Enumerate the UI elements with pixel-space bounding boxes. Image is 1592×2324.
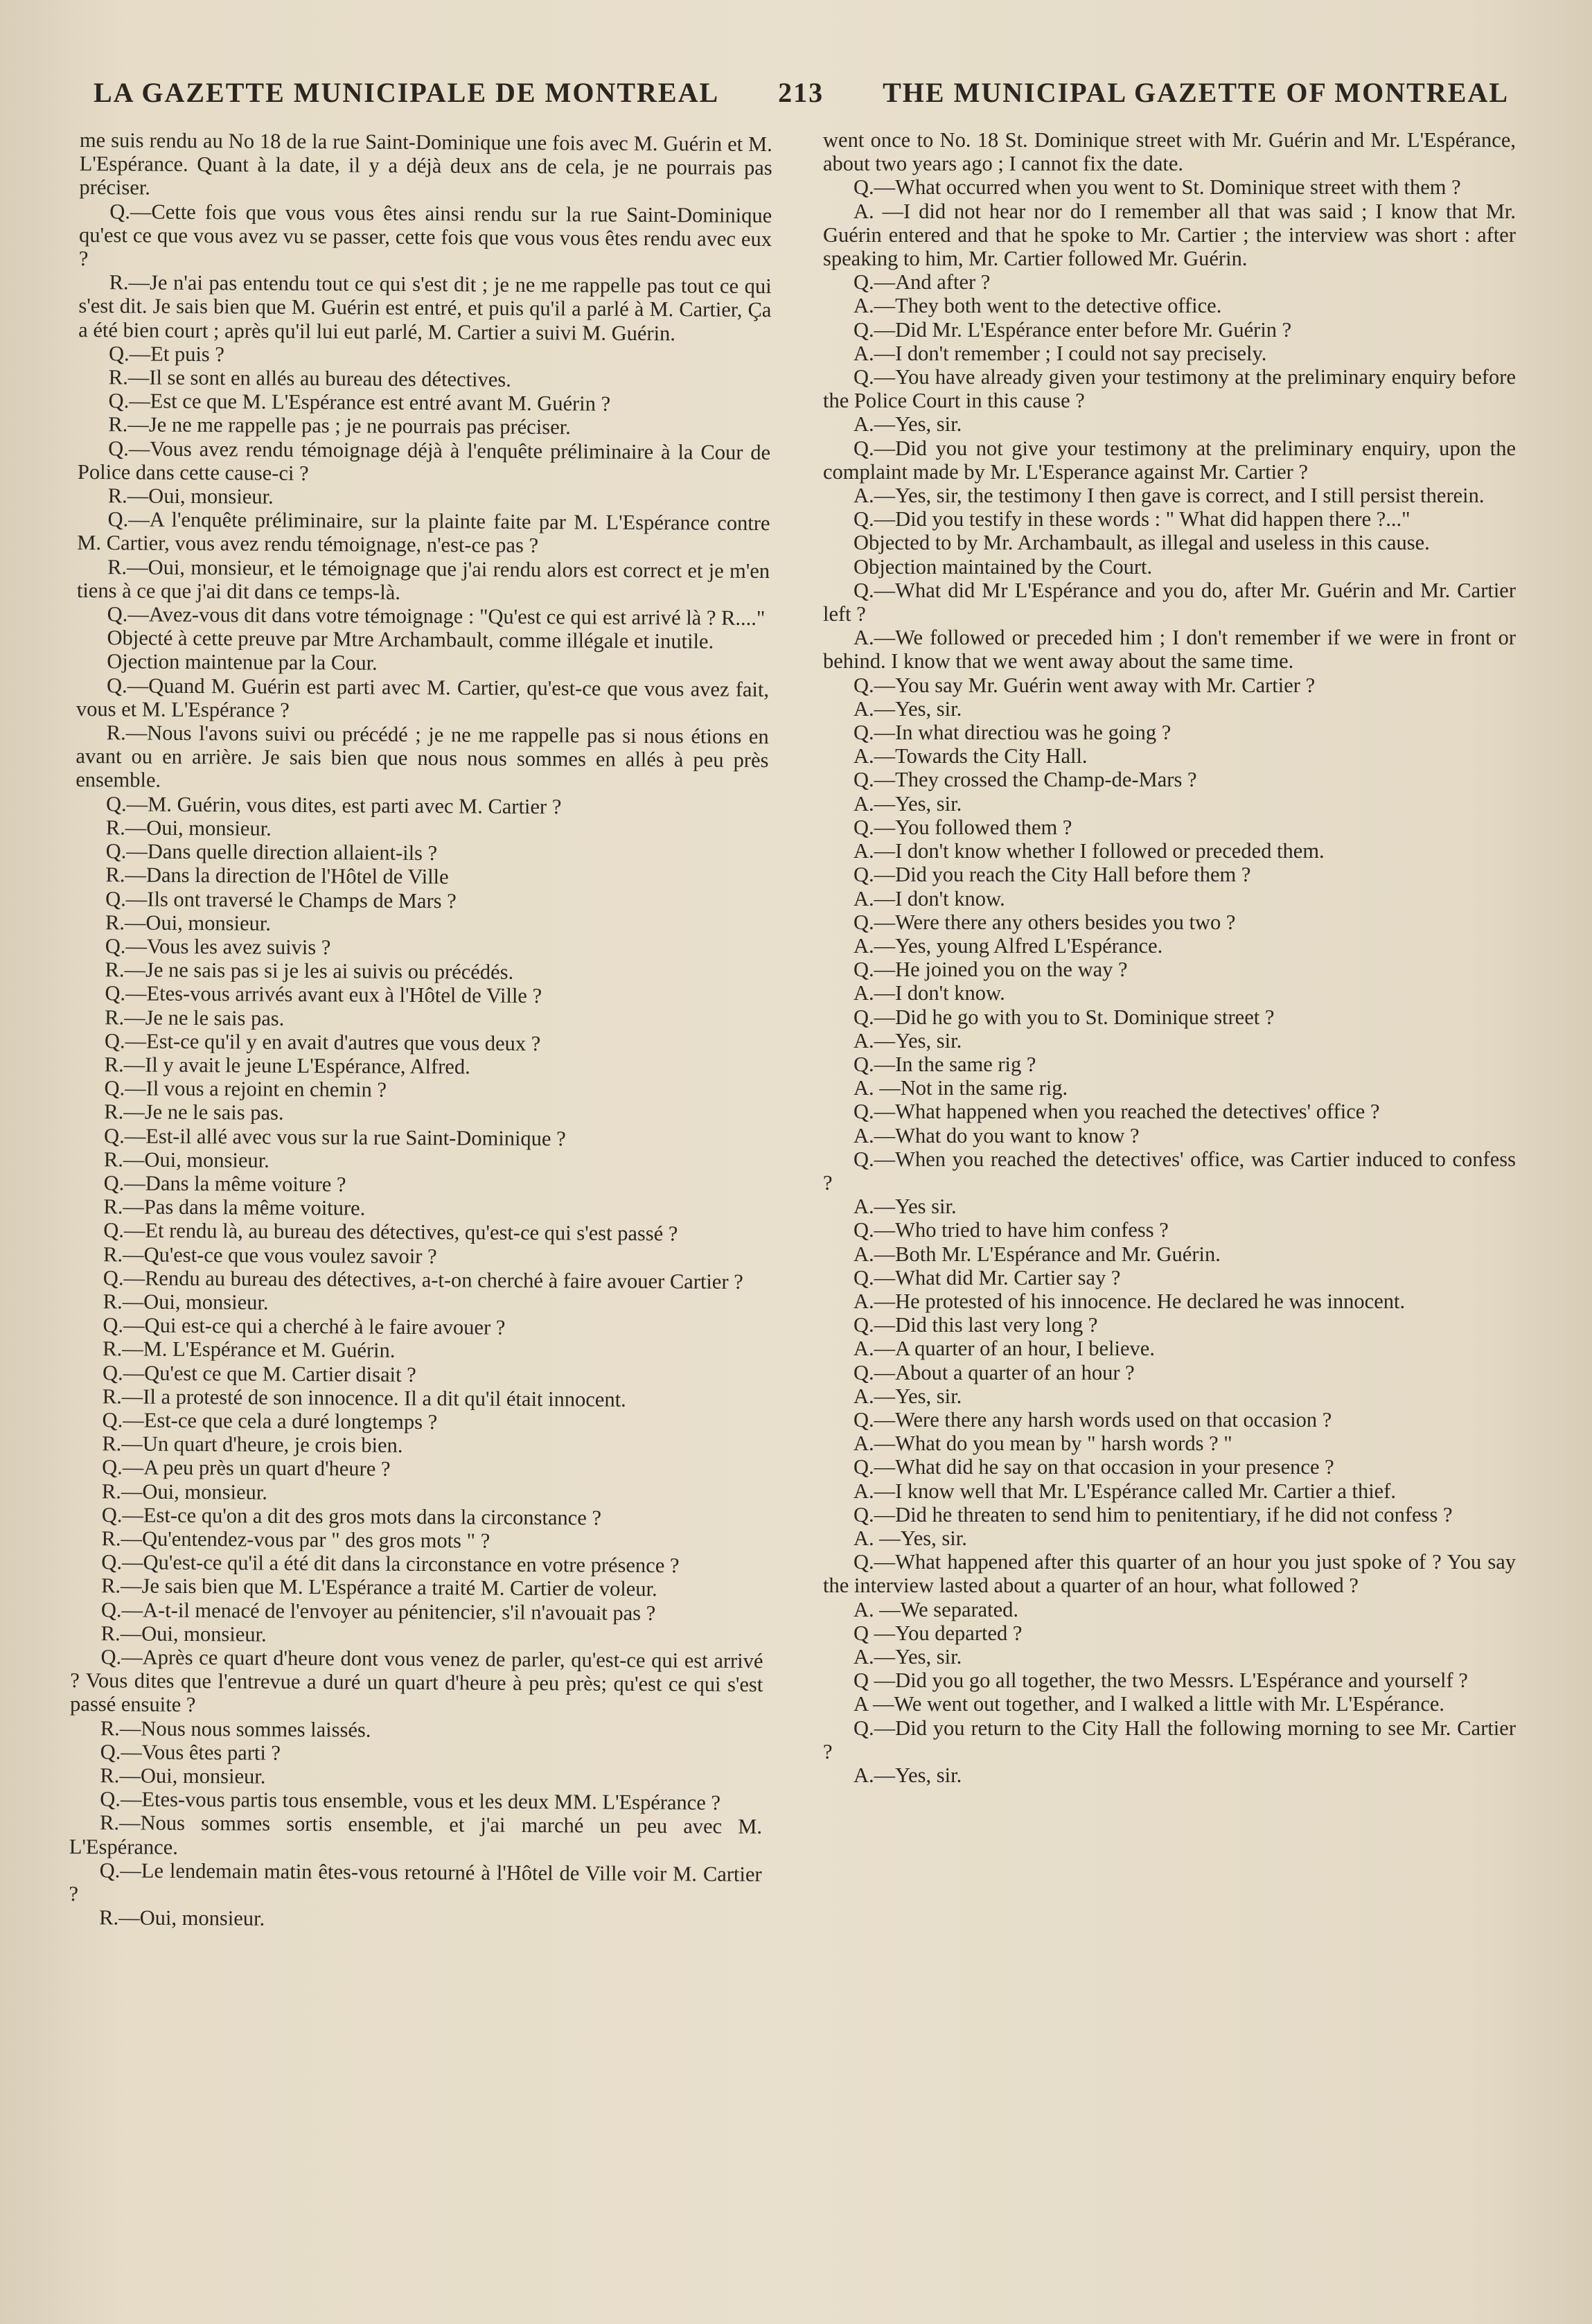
english-paragraph: Q.—Did this last very long ? <box>854 1313 1098 1337</box>
french-column <box>69 128 772 1933</box>
english-paragraph: Q.—You have already given your testimony at the preliminary enquiry before the Police Court in this cause ? <box>823 365 1516 413</box>
english-paragraph: Q.—Were there any harsh words used on that occasion ? <box>854 1407 1332 1432</box>
french-paragraph: Q.—A l'enquête préliminaire, sur la plainte faite par M. L'Espérance contre M. Cartier, vous avez rendu témoignage, n'est-ce pas ? <box>77 507 770 558</box>
french-paragraph: Q.—Est-ce que cela a duré longtemps ? <box>102 1408 438 1434</box>
french-paragraph: Q.—Dans quelle direction allaient-ils ? <box>105 839 438 865</box>
french-paragraph: R.—Il se sont en allés au bureau des détectives. <box>108 365 511 391</box>
french-paragraph: Q.—Qui est-ce qui a cherché à le faire avouer ? <box>103 1313 506 1339</box>
french-paragraph: Q.—Avez-vous dit dans votre témoignage : "Qu'est ce qui est arrivé là ? R...." <box>107 602 766 631</box>
english-paragraph: A. —We separated. <box>854 1597 1019 1621</box>
french-paragraph: R.—Oui, monsieur, et le témoignage que j'ai rendu alors est correct et je m'en tiens à ce que j'ai dit dans ce temps-là. <box>76 554 770 604</box>
french-paragraph: R.—Je ne le sais pas. <box>104 1100 284 1125</box>
french-paragraph: Q.—Et puis ? <box>108 342 225 367</box>
english-paragraph: A.—They both went to the detective office. <box>854 294 1222 318</box>
english-paragraph: A.—Yes, sir, the testimony I then gave is correct, and I still persist therein. <box>854 484 1485 508</box>
french-paragraph: R.—Un quart d'heure, je crois bien. <box>102 1432 403 1458</box>
french-paragraph: Q.—Etes-vous arrivés avant eux à l'Hôtel de Ville ? <box>105 981 542 1008</box>
english-paragraph: A.—I don't remember ; I could not say precisely. <box>854 341 1267 365</box>
french-paragraph: Q.—M. Guérin, vous dites, est parti avec M. Cartier ? <box>105 791 562 818</box>
english-paragraph: Q.—What happened when you reached the detectives' office ? <box>854 1100 1380 1124</box>
french-paragraph: R.—Je sais bien que M. L'Espérance a traité M. Cartier de voleur. <box>101 1574 657 1601</box>
french-paragraph: R.—Nous nous sommes laissés. <box>100 1716 371 1742</box>
english-paragraph: Q.—Did Mr. L'Espérance enter before Mr. Guérin ? <box>854 317 1292 342</box>
french-paragraph: R.—Oui, monsieur. <box>99 1905 265 1930</box>
english-paragraph: Q —Did you go all together, the two Messrs. L'Espérance and yourself ? <box>854 1669 1468 1693</box>
french-paragraph: Q.—Est-ce qu'on a dit des gros mots dans la circonstance ? <box>101 1503 602 1530</box>
english-paragraph: Q —You departed ? <box>854 1621 1023 1645</box>
english-paragraph: A.—He protested of his innocence. He declared he was innocent. <box>854 1289 1406 1313</box>
french-paragraph: R.—Je ne le sais pas. <box>105 1005 285 1030</box>
english-paragraph: Objection maintained by the Court. <box>854 554 1153 579</box>
english-paragraph: A.—Towards the City Hall. <box>854 744 1088 768</box>
french-paragraph: R.—Je ne sais pas si je les ai suivis ou précédés. <box>105 958 514 984</box>
header-title-english: THE MUNICIPAL GAZETTE OF MONTREAL <box>883 77 1509 108</box>
english-paragraph: A.—Yes, sir. <box>854 1645 962 1669</box>
french-paragraph: Q.—Ils ont traversé le Champs de Mars ? <box>105 886 457 913</box>
english-paragraph: A.—I don't know. <box>854 886 1005 910</box>
english-paragraph: Q.—Did you reach the City Hall before them ? <box>854 863 1251 887</box>
french-paragraph: R.—Oui, monsieur. <box>100 1621 267 1646</box>
english-paragraph: A.—Yes, sir. <box>854 1763 962 1788</box>
english-paragraph: A. —Yes, sir. <box>854 1526 967 1550</box>
english-paragraph: A.—What do you want to know ? <box>854 1123 1140 1147</box>
header-title-french: LA GAZETTE MUNICIPALE DE MONTREAL <box>94 77 720 108</box>
french-paragraph: R.—Oui, monsieur. <box>105 816 272 840</box>
english-paragraph: Q.—He joined you on the way ? <box>854 958 1128 982</box>
english-paragraph: A.—Yes, sir. <box>854 696 962 721</box>
french-paragraph: R.—Oui, monsieur. <box>103 1289 269 1314</box>
english-paragraph: A.—I don't know whether I followed or preceded them. <box>854 839 1325 863</box>
french-paragraph: Q.—Vous avez rendu témoignage déjà à l'enquête préliminaire à la Cour de Police dans cette cause-ci ? <box>77 436 771 485</box>
english-paragraph: Q.—You followed them ? <box>854 815 1072 839</box>
french-paragraph: R.—Nous sommes sortis ensemble, et j'ai marché un peu avec M. L'Espérance. <box>69 1811 763 1859</box>
french-paragraph: R.—Pas dans la même voiture. <box>103 1195 366 1220</box>
french-paragraph: Ojection maintenue par la Cour. <box>107 649 378 676</box>
english-paragraph: Q.—Did you testify in these words : " What did happen there ?..." <box>854 507 1410 531</box>
french-paragraph: R.—Je n'ai pas entendu tout ce qui s'est dit ; je ne me rappelle pas tout ce qui s'est dit. Je sais bien que M. Guérin est entré, et puis qu'il a parlé à M. Cartier, Ça a été bien court ; après qu'il lui eut parlé, M. Cartier a suivi M. Guérin. <box>78 270 772 345</box>
french-paragraph: R.—Il y avait le jeune L'Espérance, Alfred. <box>104 1053 470 1079</box>
french-paragraph: R.—Oui, monsieur. <box>100 1763 266 1788</box>
english-paragraph: Q.—When you reached the detectives' office, was Cartier induced to confess ? <box>823 1147 1516 1195</box>
english-paragraph: A.—Both Mr. L'Espérance and Mr. Guérin. <box>854 1242 1221 1266</box>
french-paragraph: Q.—Est ce que M. L'Espérance est entré avant M. Guérin ? <box>108 389 611 416</box>
english-paragraph: Q.—You say Mr. Guérin went away with Mr. Cartier ? <box>854 673 1316 697</box>
french-paragraph: Q.—A peu près un quart d'heure ? <box>102 1455 391 1481</box>
english-paragraph: Q.—What did Mr L'Espérance and you do, after Mr. Guérin and Mr. Cartier left ? <box>823 578 1516 626</box>
english-paragraph: Objected to by Mr. Archambault, as illegal and useless in this cause. <box>854 531 1430 555</box>
french-paragraph: Q.—Dans la même voiture ? <box>103 1171 346 1197</box>
english-paragraph: Q.—Did he go with you to St. Dominique street ? <box>854 1005 1275 1029</box>
page-number: 213 <box>778 77 824 108</box>
french-paragraph: Q.—Quand M. Guérin est parti avec M. Cartier, qu'est-ce que vous avez fait, vous et M. L'Espérance ? <box>76 673 770 722</box>
english-paragraph: A —We went out together, and I walked a little with Mr. L'Espérance. <box>854 1692 1445 1716</box>
english-paragraph: Q.—Who tried to have him confess ? <box>854 1218 1169 1242</box>
french-paragraph: R.—Oui, monsieur. <box>101 1479 268 1504</box>
french-paragraph: R.—Dans la direction de l'Hôtel de Ville <box>105 863 449 889</box>
french-paragraph: Q.—Est-ce qu'il y en avait d'autres que vous deux ? <box>104 1028 541 1055</box>
english-paragraph: Q.—Did you not give your testimony at the preliminary enquiry, upon the complaint made by Mr. L'Esperance against Mr. Cartier ? <box>823 436 1516 484</box>
french-paragraph: Q.—Qu'est-ce qu'il a été dit dans la circonstance en votre présence ? <box>101 1550 680 1578</box>
french-paragraph: Q.—Est-il allé avec vous sur la rue Saint-Dominique ? <box>104 1123 566 1150</box>
french-paragraph: R.—Oui, monsieur. <box>107 484 274 509</box>
english-paragraph: Q.—What occurred when you went to St. Dominique street with them ? <box>854 175 1461 200</box>
french-paragraph: Objecté à cette preuve par Mtre Archambault, comme illégale et inutile. <box>107 626 714 653</box>
french-paragraph: Q.—A-t-il menacé de l'envoyer au pénitencier, s'il n'avouait pas ? <box>100 1597 656 1625</box>
english-paragraph: A. —Not in the same rig. <box>854 1076 1068 1100</box>
english-paragraph: A.—Yes, sir. <box>854 791 962 816</box>
english-paragraph: Q.—They crossed the Champ-de-Mars ? <box>854 768 1197 792</box>
english-paragraph: A.—We followed or preceded him ; I don't remember if we were in front or behind. I know that we went away about the same time. <box>823 626 1516 674</box>
english-paragraph: went once to No. 18 St. Dominique street with Mr. Guérin and Mr. L'Espérance, about two years ago ; I cannot fix the date. <box>823 128 1516 176</box>
french-paragraph: R.—Nous l'avons suivi ou précédé ; je ne me rappelle pas si nous étions en avant ou en arrière. Je sais bien que nous nous sommes en allés à peu près ensemble. <box>76 721 769 793</box>
french-paragraph: R.—Je ne me rappelle pas ; je ne pourrais pas préciser. <box>108 412 571 439</box>
english-paragraph: A.—Yes, sir. <box>854 1028 962 1053</box>
text-columns <box>69 128 1516 1930</box>
french-paragraph: me suis rendu au No 18 de la rue Saint-Dominique une fois avec M. Guérin et M. L'Espérance. Quant à la date, il y a déjà deux ans de cela, je ne pourrais pas préciser. <box>79 128 772 200</box>
english-paragraph: A.—What do you mean by " harsh words ? " <box>854 1432 1232 1456</box>
english-paragraph: A. —I did not hear nor do I remember all that was said ; I know that Mr. Guérin entered and that he spoke to Mr. Cartier ; the interview was short : after speaking to him, Mr. Cartier followed Mr. Guérin. <box>823 199 1516 271</box>
english-paragraph: A.—Yes sir. <box>854 1195 957 1219</box>
english-paragraph: A.—I know well that Mr. L'Espérance called Mr. Cartier a thief. <box>854 1479 1396 1503</box>
french-paragraph: Q.—Le lendemain matin êtes-vous retourné à l'Hôtel de Ville voir M. Cartier ? <box>69 1858 762 1906</box>
french-paragraph: R.—Qu'est-ce que vous voulez savoir ? <box>103 1242 437 1268</box>
english-paragraph: Q.—Did he threaten to send him to penitentiary, if he did not confess ? <box>854 1502 1453 1526</box>
english-paragraph: Q.—About a quarter of an hour ? <box>854 1360 1135 1384</box>
french-paragraph: Q.—Après ce quart d'heure dont vous venez de parler, qu'est-ce qui est arrivé ? Vous dites que l'entrevue a duré un quart d'heure à peu près; qu'est ce qui s'est passé ensuite ? <box>70 1645 763 1717</box>
english-paragraph: Q.—Were there any others besides you two ? <box>854 910 1236 934</box>
english-paragraph: A.—A quarter of an hour, I believe. <box>854 1337 1155 1361</box>
french-paragraph: R.—Oui, monsieur. <box>103 1147 269 1172</box>
english-paragraph: Q.—In the same rig ? <box>854 1052 1036 1076</box>
english-column <box>823 128 1516 1929</box>
english-paragraph: Q.—What happened after this quarter of an hour you just spoke of ? You say the interview lasted about a quarter of an hour, what followed ? <box>823 1550 1516 1598</box>
french-paragraph: Q.—Rendu au bureau des détectives, a-t-on cherché à faire avouer Cartier ? <box>103 1265 743 1294</box>
english-paragraph: Q.—What did he say on that occasion in your presence ? <box>854 1455 1334 1479</box>
french-paragraph: Q.—Qu'est ce que M. Cartier disait ? <box>102 1360 416 1387</box>
french-paragraph: Q.—Et rendu là, au bureau des détectives, qu'est-ce qui s'est passé ? <box>103 1218 678 1246</box>
english-paragraph: A.—Yes, sir. <box>854 412 962 437</box>
french-paragraph: Q.—Il vous a rejoint en chemin ? <box>104 1076 387 1102</box>
french-paragraph: Q.—Vous les avez suivis ? <box>105 934 331 960</box>
english-paragraph: A.—Yes, sir. <box>854 1384 962 1408</box>
english-paragraph: Q.—And after ? <box>854 270 991 294</box>
french-paragraph: R.—Oui, monsieur. <box>105 910 272 935</box>
english-paragraph: Q.—Did you return to the City Hall the following morning to see Mr. Cartier ? <box>823 1716 1516 1763</box>
french-paragraph: R.—Qu'entendez-vous par " des gros mots " ? <box>101 1526 490 1553</box>
french-paragraph: Q.—Vous êtes parti ? <box>100 1740 281 1765</box>
french-paragraph: R.—M. L'Espérance et M. Guérin. <box>103 1337 396 1363</box>
running-header <box>80 76 1516 109</box>
english-paragraph: Q.—What did Mr. Cartier say ? <box>854 1265 1121 1289</box>
french-paragraph: R.—Il a protesté de son innocence. Il a dit qu'il était innocent. <box>102 1384 626 1411</box>
english-paragraph: Q.—In what directiou was he going ? <box>854 721 1171 745</box>
english-paragraph: A.—Yes, young Alfred L'Espérance. <box>854 933 1163 958</box>
french-paragraph: Q.—Cette fois que vous vous êtes ainsi rendu sur la rue Saint-Dominique qu'est ce que vous avez vu se passer, cette fois que vous vous êtes rendu avec eux ? <box>78 199 772 271</box>
french-paragraph: Q.—Etes-vous partis tous ensemble, vous et les deux MM. L'Espérance ? <box>100 1787 721 1815</box>
english-paragraph: A.—I don't know. <box>854 981 1005 1005</box>
